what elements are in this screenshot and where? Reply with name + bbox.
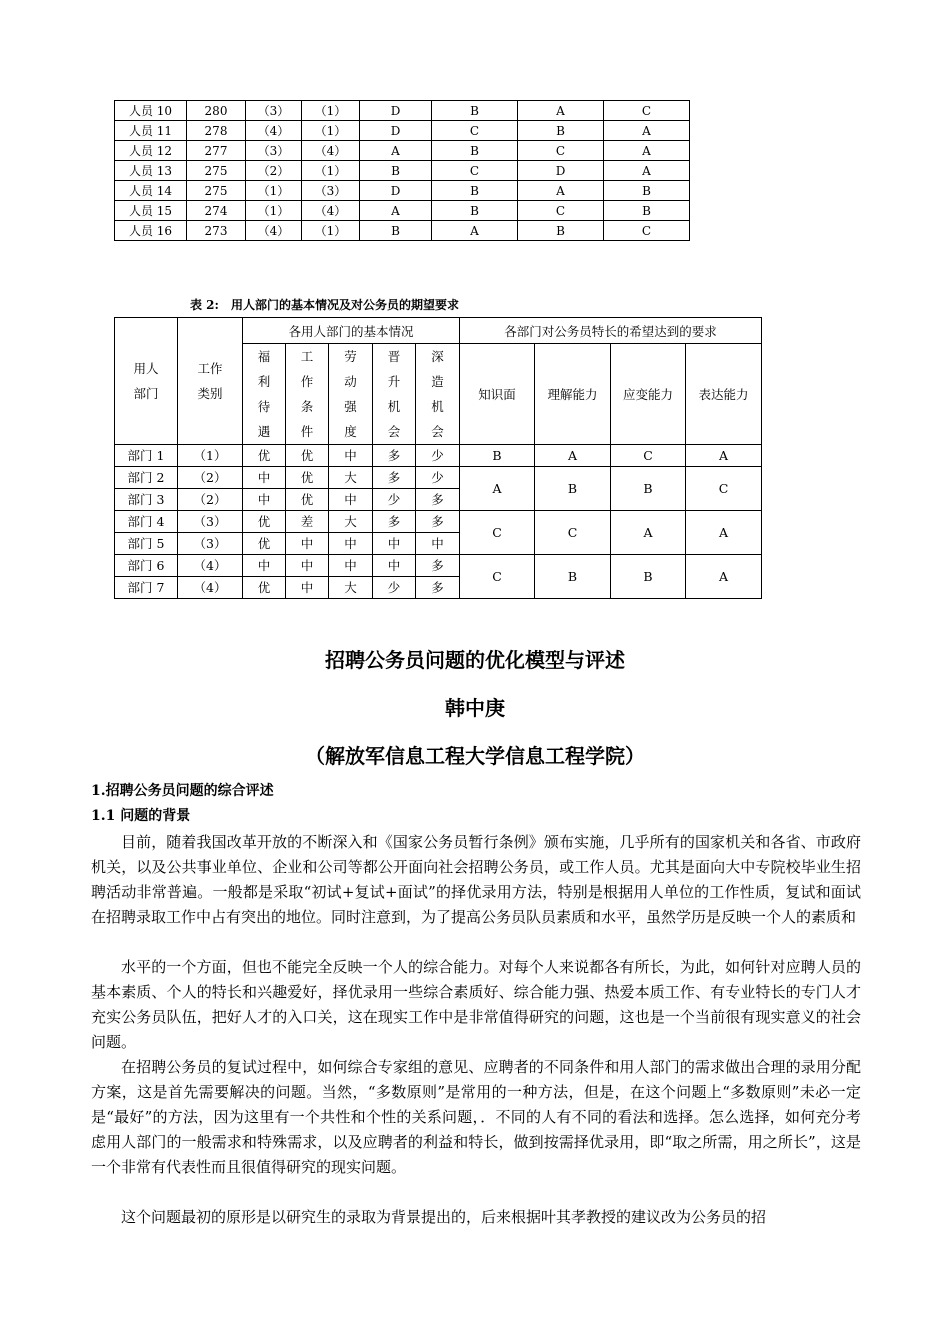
table-cell: B	[360, 221, 432, 241]
table-cell: 多	[416, 489, 460, 511]
requirement-cell: C	[460, 555, 535, 599]
table-cell: 275	[187, 181, 246, 201]
table-cell: 大	[329, 577, 373, 599]
requirement-cell: C	[686, 467, 762, 511]
table-cell: 部门 5	[115, 533, 178, 555]
author-name: 韩中庚	[445, 696, 505, 720]
table-cell: 差	[286, 511, 329, 533]
table-cell: B	[432, 201, 518, 221]
table-cell: D	[360, 181, 432, 201]
table-cell: D	[518, 161, 604, 181]
header-dept: 用人 部门	[115, 318, 178, 445]
table-cell: B	[518, 221, 604, 241]
table-cell: 优	[243, 511, 286, 533]
table-cell: 优	[243, 445, 286, 467]
table-cell: 多	[373, 467, 416, 489]
table-cell: 部门 2	[115, 467, 178, 489]
table-cell: （3）	[178, 533, 243, 555]
table-cell: （1）	[246, 201, 302, 221]
table-cell: （3）	[246, 101, 302, 121]
table-cell: （3）	[302, 181, 360, 201]
table-cell: （2）	[246, 161, 302, 181]
table-cell: 人员 16	[115, 221, 187, 241]
table-cell: （3）	[178, 511, 243, 533]
requirement-cell: B	[611, 555, 686, 599]
header-work-type: 工作 类别	[178, 318, 243, 445]
requirement-cell: B	[611, 467, 686, 511]
table-cell: 多	[416, 555, 460, 577]
table-cell: 少	[373, 489, 416, 511]
section-heading: 1.招聘公务员问题的综合评述	[91, 783, 274, 799]
table-cell: A	[604, 121, 690, 141]
table-row	[115, 555, 762, 577]
table-row	[115, 511, 762, 533]
table-cell: （4）	[246, 221, 302, 241]
header-sub-2: 劳 动 强 度	[329, 344, 373, 445]
table-cell: A	[518, 101, 604, 121]
table-cell: （1）	[246, 181, 302, 201]
table-cell: C	[432, 121, 518, 141]
table-cell: B	[518, 121, 604, 141]
requirement-cell: A	[686, 555, 762, 599]
header-basic-info: 各用人部门的基本情况	[243, 318, 460, 344]
table-cell: 中	[373, 533, 416, 555]
table-cell: 人员 10	[115, 101, 187, 121]
table-cell: 273	[187, 221, 246, 241]
table-cell: 人员 15	[115, 201, 187, 221]
table-cell: （4）	[178, 577, 243, 599]
author-affiliation: （解放军信息工程大学信息工程学院）	[305, 744, 645, 768]
requirement-cell: C	[611, 445, 686, 467]
table-cell: 277	[187, 141, 246, 161]
table-cell: （1）	[302, 221, 360, 241]
table-cell: 274	[187, 201, 246, 221]
table-cell: 275	[187, 161, 246, 181]
table-cell: 多	[373, 445, 416, 467]
header-sub-0: 福 利 待 遇	[243, 344, 286, 445]
department-requirements-table	[114, 317, 762, 599]
table-cell: 优	[286, 445, 329, 467]
table-cell: A	[604, 141, 690, 161]
table-cell: 278	[187, 121, 246, 141]
table-cell: D	[360, 121, 432, 141]
table-cell: 人员 13	[115, 161, 187, 181]
requirement-cell: A	[686, 445, 762, 467]
table-row	[115, 101, 690, 121]
table-cell: 多	[416, 577, 460, 599]
table-cell: 中	[329, 533, 373, 555]
table-cell: C	[604, 221, 690, 241]
table-cell: 中	[243, 489, 286, 511]
table-cell: 多	[416, 511, 460, 533]
table-cell: 中	[286, 533, 329, 555]
table-cell: （3）	[246, 141, 302, 161]
table-cell: （2）	[178, 467, 243, 489]
table-cell: （4）	[178, 555, 243, 577]
table-cell: 280	[187, 101, 246, 121]
table-cell: C	[518, 141, 604, 161]
table-cell: 优	[286, 489, 329, 511]
header-requirements: 各部门对公务员特长的希望达到的要求	[460, 318, 762, 344]
requirement-cell: A	[535, 445, 611, 467]
table-cell: 少	[416, 467, 460, 489]
requirement-cell: B	[535, 555, 611, 599]
table-cell: 人员 11	[115, 121, 187, 141]
table-cell: B	[360, 161, 432, 181]
table-cell: A	[360, 141, 432, 161]
table-cell: A	[360, 201, 432, 221]
table-cell: A	[432, 221, 518, 241]
table-cell: （4）	[302, 201, 360, 221]
table-cell: D	[360, 101, 432, 121]
header-req-0: 知识面	[460, 344, 535, 445]
table-row	[115, 181, 690, 201]
table-cell: （1）	[302, 121, 360, 141]
table-cell: 中	[373, 555, 416, 577]
table-cell: 中	[286, 555, 329, 577]
table-cell: 优	[243, 577, 286, 599]
requirement-cell: A	[686, 511, 762, 555]
table-cell: 少	[373, 577, 416, 599]
table-cell: （4）	[302, 141, 360, 161]
candidate-scores-table	[114, 100, 690, 241]
table-cell: 中	[286, 577, 329, 599]
header-sub-1: 工 作 条 件	[286, 344, 329, 445]
paragraph: 水平的一个方面，但也不能完全反映一个人的综合能力。对每个人来说都各有所长，为此，如何针对应聘人员的基本素质、个人的特长和兴趣爱好，择优录用一些综合素质好、综合能力强、热爱本质工作、有专业特长的专门人才充实公务员队伍，把好人才的入口关，这在现实工作中是非常值得研究的问题，这也是一个当前很有现实意义的社会问题。	[91, 958, 861, 1051]
table-row	[115, 141, 690, 161]
table-cell: 人员 14	[115, 181, 187, 201]
table-cell: C	[432, 161, 518, 181]
table-cell: （4）	[246, 121, 302, 141]
table-cell: B	[432, 101, 518, 121]
subsection-heading: 1.1 问题的背景	[91, 808, 191, 824]
requirement-cell: C	[460, 511, 535, 555]
requirement-cell: C	[535, 511, 611, 555]
table-cell: A	[604, 161, 690, 181]
table-cell: 部门 3	[115, 489, 178, 511]
table-cell: 人员 12	[115, 141, 187, 161]
table-cell: 优	[243, 533, 286, 555]
table-cell: 部门 4	[115, 511, 178, 533]
table-cell: B	[604, 181, 690, 201]
requirement-cell: B	[460, 445, 535, 467]
table-cell: 部门 1	[115, 445, 178, 467]
table-cell: C	[604, 101, 690, 121]
table-cell: （2）	[178, 489, 243, 511]
header-req-2: 应变能力	[611, 344, 686, 445]
table-row	[115, 161, 690, 181]
table-cell: 多	[373, 511, 416, 533]
table-cell: B	[604, 201, 690, 221]
table-cell: 中	[416, 533, 460, 555]
article-title: 招聘公务员问题的优化模型与评述	[325, 648, 625, 672]
table-cell: 少	[416, 445, 460, 467]
paragraph: 目前，随着我国改革开放的不断深入和《国家公务员暂行条例》颁布实施，几乎所有的国家机关和各省、市政府机关，以及公共事业单位、企业和公司等都公开面向社会招聘公务员，或工作人员。尤其是面向大中专院校毕业生招聘活动非常普遍。一般都是采取“初试+复试+面试”的择优录用方法，特别是根据用人单位的工作性质，复试和面试在招聘录取工作中占有突出的地位。同时注意到，为了提高公务员队员素质和水平，虽然学历是反映一个人的素质和	[91, 833, 861, 926]
table-row	[115, 221, 690, 241]
table-cell: （1）	[302, 161, 360, 181]
table-cell: 中	[329, 555, 373, 577]
table-cell: C	[518, 201, 604, 221]
header-req-1: 理解能力	[535, 344, 611, 445]
table-row	[115, 201, 690, 221]
table-cell: 中	[329, 445, 373, 467]
header-sub-3: 晋 升 机 会	[373, 344, 416, 445]
table-row	[115, 445, 762, 467]
table-cell: （1）	[302, 101, 360, 121]
table-cell: B	[432, 181, 518, 201]
header-sub-4: 深 造 机 会	[416, 344, 460, 445]
table-cell: 部门 6	[115, 555, 178, 577]
table-cell: 大	[329, 467, 373, 489]
table-cell: 大	[329, 511, 373, 533]
table2-caption: 表 2: 用人部门的基本情况及对公务员的期望要求	[190, 298, 459, 312]
paragraph: 在招聘公务员的复试过程中，如何综合专家组的意见、应聘者的不同条件和用人部门的需求做出合理的录用分配方案，这是首先需要解决的问题。当然，“多数原则”是常用的一种方法，但是，在这个问题上“多数原则”未必一定是“最好”的方法，因为这里有一个共性和个性的关系问题，．不同的人有不同的看法和选择。怎么选择，如何充分考虑用人部门的一般需求和特殊需求，以及应聘者的利益和特长，做到按需择优录用，即“取之所需，用之所长”，这是一个非常有代表性而且很值得研究的现实问题。	[91, 1058, 861, 1176]
table-cell: A	[518, 181, 604, 201]
requirement-cell: B	[535, 467, 611, 511]
table-cell: 中	[243, 467, 286, 489]
table-cell: （1）	[178, 445, 243, 467]
table-row	[115, 121, 690, 141]
requirement-cell: A	[611, 511, 686, 555]
table-cell: B	[432, 141, 518, 161]
table-cell: 优	[286, 467, 329, 489]
table-cell: 中	[243, 555, 286, 577]
table-row	[115, 467, 762, 489]
paragraph: 这个问题最初的原形是以研究生的录取为背景提出的，后来根据叶其孝教授的建议改为公务员的招	[121, 1208, 767, 1226]
header-req-3: 表达能力	[686, 344, 762, 445]
table-cell: 中	[329, 489, 373, 511]
requirement-cell: A	[460, 467, 535, 511]
table-cell: 部门 7	[115, 577, 178, 599]
